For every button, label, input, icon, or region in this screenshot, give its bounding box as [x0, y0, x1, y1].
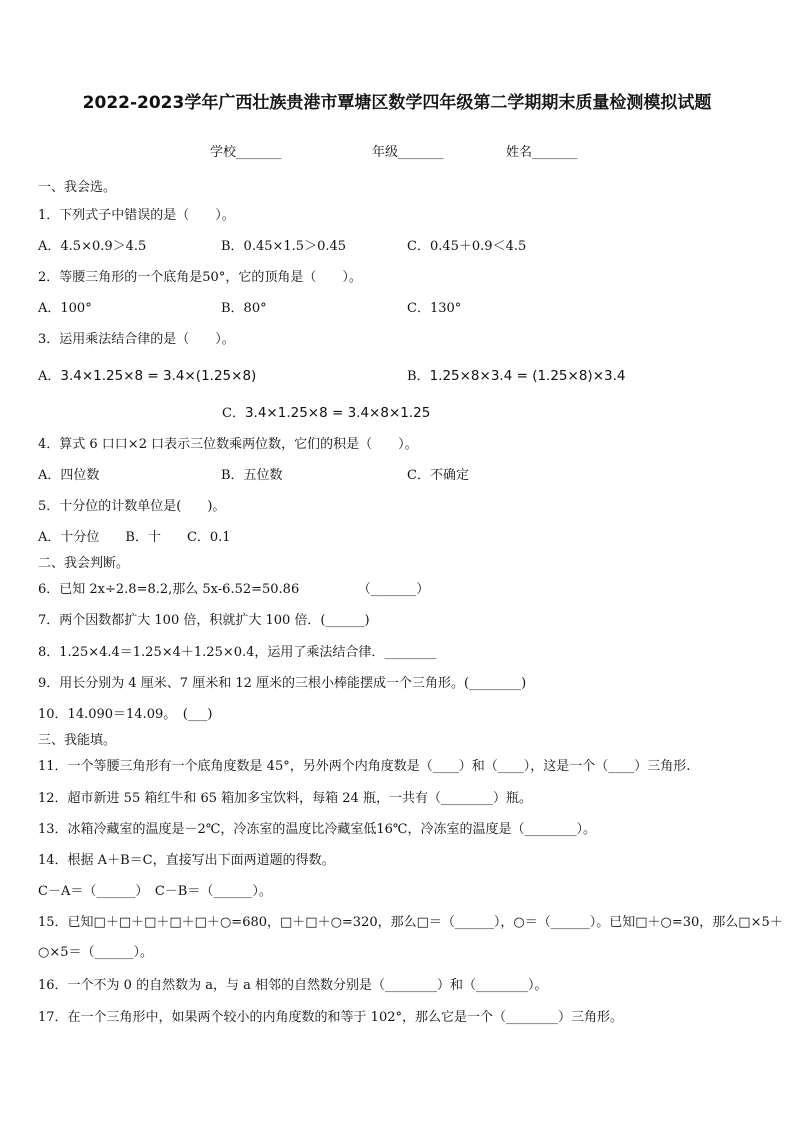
q4-option-b: B．五位数 — [221, 468, 283, 483]
q2-option-c: C．130° — [407, 301, 462, 316]
q3-option-b-expression: 1.25×8×3.4 = (1.25×8)×3.4 — [429, 368, 626, 384]
page-title: 2022-2023学年广西壮族贵港市覃塘区数学四年级第二学期期末质量检测模拟试题 — [82, 93, 712, 113]
q3-option-c-expression: 3.4×1.25×8 = 3.4×8×1.25 — [244, 405, 431, 421]
question-15-line-2: ○×5＝（______）。 — [38, 945, 154, 960]
q2-option-b: B．80° — [221, 301, 267, 316]
question-4: 4．算式 6 口口×2 口表示三位数乘两位数，它们的积是（ ）。 — [38, 437, 418, 452]
question-7: 7．两个因数都扩大 100 倍，积就扩大 100 倍．(______) — [38, 613, 370, 628]
section-heading-fill: 三、我能填。 — [38, 733, 117, 748]
q14-answers: C－A＝（______） C－B＝（______）。 — [38, 884, 272, 899]
q3-option-a-label: A． — [38, 369, 61, 384]
q3-option-a — [38, 367, 256, 386]
name-field: 姓名_______ — [506, 145, 578, 160]
question-14: 14．根据 A＋B＝C，直接写出下面两道题的得数。 — [38, 853, 335, 868]
q2-option-a: A．100° — [38, 301, 92, 316]
question-16: 16．一个不为 0 的自然数为 a，与 a 相邻的自然数分别是（________）和（________）。 — [38, 978, 548, 993]
question-17: 17．在一个三角形中，如果两个较小的内角度数的和等于 102°，那么它是一个（________）三角形。 — [38, 1010, 623, 1025]
q1-option-a: A．4.5×0.9＞4.5 — [38, 239, 147, 254]
question-11: 11．一个等腰三角形有一个底角度数是 45°，另外两个内角度数是（____）和（____），这是一个（____）三角形. — [38, 759, 691, 774]
q3-option-a-expression: 3.4×1.25×8 = 3.4×(1.25×8) — [60, 368, 257, 384]
section-heading-judge: 二、我会判断。 — [38, 556, 130, 571]
q4-option-a: A．四位数 — [38, 468, 100, 483]
question-13: 13．冰箱冷藏室的温度是－2℃，冷冻室的温度比冷藏室低16℃，冷冻室的温度是（________）。 — [38, 822, 596, 837]
question-10: 10．14.090＝14.09。 (___) — [38, 707, 213, 722]
q5-options: A．十分位 B．十 C．0.1 — [38, 530, 231, 545]
q3-option-c — [222, 404, 430, 423]
question-6: 6．已知 2x÷2.8=8.2,那么 5x-6.52=50.86 （_______） — [38, 582, 430, 597]
question-5: 5．十分位的计数单位是( )。 — [38, 499, 226, 514]
section-heading-choice: 一、我会选。 — [38, 180, 117, 195]
question-9: 9．用长分别为 4 厘米、7 厘米和 12 厘米的三根小棒能摆成一个三角形。(________) — [38, 676, 527, 691]
q4-option-c: C．不确定 — [407, 468, 469, 483]
question-8: 8．1.25×4.4＝1.25×4＋1.25×0.4，运用了乘法结合律．________ — [38, 645, 437, 660]
question-1: 1．下列式子中错误的是（ ）。 — [38, 208, 235, 223]
question-2: 2．等腰三角形的一个底角是50°，它的顶角是（ ）。 — [38, 270, 362, 285]
question-3: 3．运用乘法结合律的是（ ）。 — [38, 332, 235, 347]
q1-option-b: B．0.45×1.5＞0.45 — [221, 239, 347, 254]
school-field: 学校_______ — [210, 145, 282, 160]
grade-field: 年级_______ — [372, 145, 444, 160]
question-15-line-1: 15．已知□＋□＋□＋□＋□＋○=680，□＋□＋○=320，那么□＝（______），○＝（______）。已知□＋○=30，那么□×5＋ — [38, 915, 783, 930]
q3-option-b — [407, 367, 625, 386]
question-12: 12．超市新进 55 箱红牛和 65 箱加多宝饮料，每箱 24 瓶，一共有（________）瓶。 — [38, 791, 532, 806]
q3-option-c-label: C． — [222, 406, 245, 421]
q1-option-c: C．0.45＋0.9＜4.5 — [407, 239, 527, 254]
q3-option-b-label: B． — [407, 369, 430, 384]
